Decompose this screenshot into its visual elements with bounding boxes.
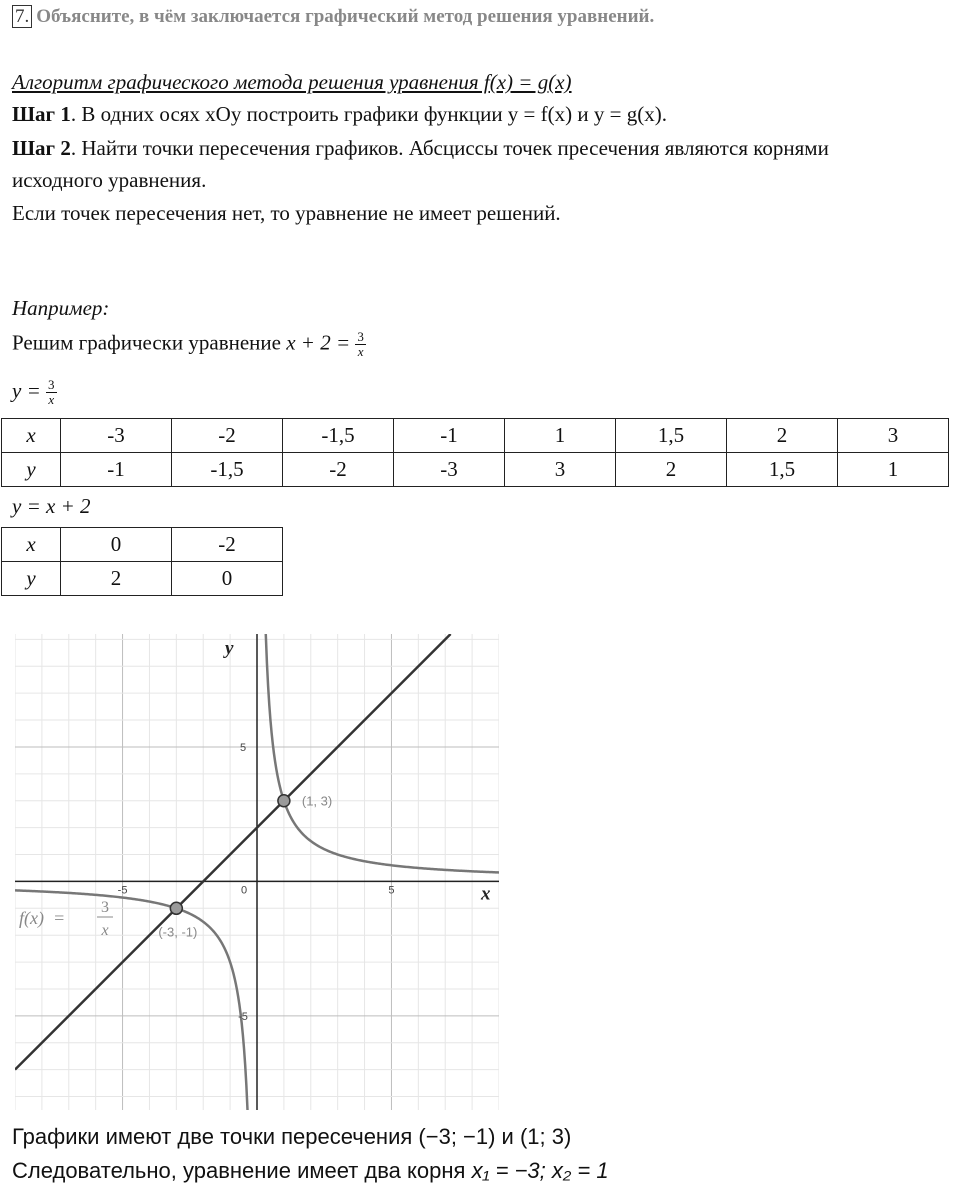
table-cell: -1,5 [172,453,283,487]
table-cell: -2 [172,419,283,453]
step-2 [12,136,829,161]
function-1-prefix: y = [12,378,46,403]
table-header-x: x [2,419,61,453]
example-fraction-num: 3 [357,329,364,344]
intersection-label-1: (1, 3) [301,793,333,809]
y-axis-label: y [225,638,234,659]
function-1-num: 3 [48,377,55,392]
question-text: Объясните, в чём заключается графический метод решения уравнений. [36,6,655,27]
conclusion-2-prefix: Следовательно, уравнение имеет два корня [12,1158,472,1183]
table-cell: 2 [61,562,172,596]
table-row [2,562,283,596]
table-header-y: y [2,562,61,596]
step-2-text: . Найти точки пересечения графиков. Абсциссы точек пресечения являются корнями [70,136,829,160]
table-header-y: y [2,453,61,487]
table-header-x: x [2,528,61,562]
table-cell: -2 [283,453,394,487]
table-cell: -3 [61,419,172,453]
table-cell: -2 [172,528,283,562]
table-cell: -1 [394,419,505,453]
question-number: 7. [12,5,32,28]
step-1-text: . В одних осях xOy построить графики функции y = f(x) и y = g(x). [70,102,667,126]
values-table-1 [1,418,949,487]
function-1-label [12,378,57,407]
intersection-label-2: (-3, -1) [158,924,198,940]
line-x-plus-2 [15,634,451,1070]
function-2-label: y = x + 2 [12,494,91,518]
table-cell: 2 [727,419,838,453]
question-title [12,6,654,28]
conclusion-1-prefix: Графики имеют две точки пересечения [12,1124,419,1149]
x-axis-label: x [481,883,491,905]
table-cell: 1,5 [727,453,838,487]
table-cell: 0 [61,528,172,562]
intersection-point-1 [278,795,290,807]
example-label: Например: [12,296,110,320]
example-task [12,330,366,359]
table-row [2,419,949,453]
algorithm-heading-text: Алгоритм графического метода решения уравнения f(x) = g(x) [12,70,572,94]
values-table-2 [1,527,283,596]
table-row [2,453,949,487]
table-cell: 1 [838,453,949,487]
table-cell: -3 [394,453,505,487]
table-cell: 1 [505,419,616,453]
conclusion-2-math: x₁ = −3; x₂ = 1 [471,1158,609,1183]
hyperbola-right-branch [266,634,499,872]
step-1 [12,102,667,127]
function-1-den: x [48,392,55,407]
function-1-fraction [46,378,57,407]
step-1-label: Шаг 1 [12,102,71,126]
step-2-label: Шаг 2 [12,136,71,160]
example-task-prefix: Решим графически уравнение [12,330,287,355]
tick-label-y-pos: 5 [239,741,247,754]
table-row [2,528,283,562]
origin-label: 0 [241,884,248,897]
table-cell: 0 [172,562,283,596]
table-cell: -1 [61,453,172,487]
table-cell: 3 [838,419,949,453]
function-graph [15,634,499,1110]
intersection-point-2 [170,902,182,914]
algorithm-heading [12,70,572,95]
table-cell: -1,5 [283,419,394,453]
example-fraction [355,330,366,359]
example-equation-left: x + 2 = [286,330,356,355]
function-label-den: x [101,922,109,939]
step-2-continued: исходного уравнения. [12,168,207,192]
conclusion-line-1 [12,1124,571,1150]
tick-label-y-neg: -5 [238,1010,248,1023]
function-label-num: 3 [101,899,109,916]
no-solution-note: Если точек пересечения нет, то уравнение не имеет решений. [12,201,561,225]
table-cell: 1,5 [616,419,727,453]
table-cell: 2 [616,453,727,487]
tick-label-x-neg: -5 [117,884,128,897]
function-label-prefix: f(x) = [19,908,70,928]
conclusion-line-2 [12,1158,609,1184]
table-cell: 3 [505,453,616,487]
example-fraction-den: x [357,344,364,359]
conclusion-1-math: (−3; −1) и (1; 3) [418,1124,572,1149]
tick-label-x-pos: 5 [388,884,395,897]
